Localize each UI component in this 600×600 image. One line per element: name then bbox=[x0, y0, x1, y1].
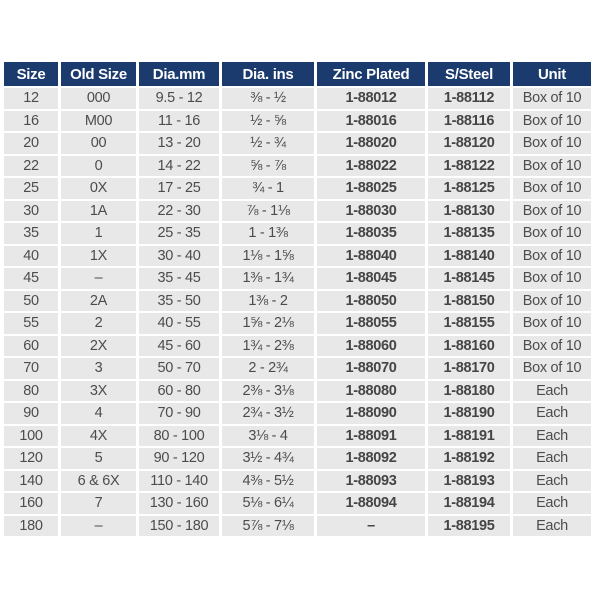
cell-size: 55 bbox=[4, 313, 58, 334]
column-header-size: Size bbox=[4, 62, 58, 86]
cell-s_steel: 1-88170 bbox=[428, 358, 510, 379]
cell-old_size: M00 bbox=[61, 111, 136, 132]
cell-old_size: 3X bbox=[61, 381, 136, 402]
cell-s_steel: 1-88112 bbox=[428, 88, 510, 109]
cell-old_size: 1X bbox=[61, 246, 136, 267]
table-row bbox=[4, 381, 591, 402]
cell-unit: Each bbox=[513, 381, 591, 402]
cell-old_size: 0X bbox=[61, 178, 136, 199]
cell-size: 30 bbox=[4, 201, 58, 222]
cell-old_size: 7 bbox=[61, 493, 136, 514]
cell-old_size: 3 bbox=[61, 358, 136, 379]
table-row bbox=[4, 516, 591, 537]
cell-zinc_plated: 1-88050 bbox=[317, 291, 425, 312]
cell-dia_ins: 3⅛ - 4 bbox=[222, 426, 314, 447]
cell-old_size: 5 bbox=[61, 448, 136, 469]
column-header-s_steel: S/Steel bbox=[428, 62, 510, 86]
cell-zinc_plated: 1-88091 bbox=[317, 426, 425, 447]
cell-unit: Each bbox=[513, 426, 591, 447]
cell-dia_mm: 35 - 50 bbox=[139, 291, 219, 312]
table-row bbox=[4, 313, 591, 334]
cell-zinc_plated: 1-88092 bbox=[317, 448, 425, 469]
cell-s_steel: 1-88180 bbox=[428, 381, 510, 402]
cell-old_size: 4X bbox=[61, 426, 136, 447]
cell-dia_mm: 35 - 45 bbox=[139, 268, 219, 289]
cell-old_size: 000 bbox=[61, 88, 136, 109]
table-row bbox=[4, 336, 591, 357]
cell-zinc_plated: 1-88055 bbox=[317, 313, 425, 334]
cell-dia_mm: 150 - 180 bbox=[139, 516, 219, 537]
cell-unit: Each bbox=[513, 403, 591, 424]
cell-dia_ins: 1¾ - 2⅜ bbox=[222, 336, 314, 357]
cell-size: 90 bbox=[4, 403, 58, 424]
cell-old_size: – bbox=[61, 268, 136, 289]
cell-zinc_plated: 1-88020 bbox=[317, 133, 425, 154]
cell-dia_mm: 13 - 20 bbox=[139, 133, 219, 154]
cell-s_steel: 1-88116 bbox=[428, 111, 510, 132]
table-row bbox=[4, 426, 591, 447]
cell-zinc_plated: 1-88045 bbox=[317, 268, 425, 289]
cell-unit: Box of 10 bbox=[513, 358, 591, 379]
table-row bbox=[4, 178, 591, 199]
cell-dia_mm: 110 - 140 bbox=[139, 471, 219, 492]
cell-size: 40 bbox=[4, 246, 58, 267]
cell-size: 70 bbox=[4, 358, 58, 379]
cell-dia_mm: 30 - 40 bbox=[139, 246, 219, 267]
cell-old_size: 2A bbox=[61, 291, 136, 312]
cell-zinc_plated: 1-88035 bbox=[317, 223, 425, 244]
cell-dia_mm: 22 - 30 bbox=[139, 201, 219, 222]
cell-unit: Box of 10 bbox=[513, 88, 591, 109]
cell-zinc_plated: 1-88016 bbox=[317, 111, 425, 132]
cell-dia_mm: 130 - 160 bbox=[139, 493, 219, 514]
cell-dia_mm: 70 - 90 bbox=[139, 403, 219, 424]
table-row bbox=[4, 493, 591, 514]
cell-zinc_plated: 1-88070 bbox=[317, 358, 425, 379]
cell-s_steel: 1-88120 bbox=[428, 133, 510, 154]
cell-s_steel: 1-88193 bbox=[428, 471, 510, 492]
cell-unit: Box of 10 bbox=[513, 313, 591, 334]
cell-unit: Box of 10 bbox=[513, 291, 591, 312]
cell-zinc_plated: 1-88094 bbox=[317, 493, 425, 514]
cell-size: 80 bbox=[4, 381, 58, 402]
table-body bbox=[4, 88, 591, 536]
cell-size: 120 bbox=[4, 448, 58, 469]
cell-unit: Each bbox=[513, 471, 591, 492]
cell-old_size: – bbox=[61, 516, 136, 537]
cell-unit: Each bbox=[513, 516, 591, 537]
cell-dia_ins: 5⅛ - 6¼ bbox=[222, 493, 314, 514]
cell-s_steel: 1-88194 bbox=[428, 493, 510, 514]
column-header-zinc_plated: Zinc Plated bbox=[317, 62, 425, 86]
cell-old_size: 0 bbox=[61, 156, 136, 177]
cell-unit: Each bbox=[513, 448, 591, 469]
cell-zinc_plated: 1-88060 bbox=[317, 336, 425, 357]
cell-zinc_plated: 1-88040 bbox=[317, 246, 425, 267]
cell-s_steel: 1-88195 bbox=[428, 516, 510, 537]
cell-unit: Box of 10 bbox=[513, 178, 591, 199]
table-row bbox=[4, 268, 591, 289]
table-row bbox=[4, 403, 591, 424]
cell-s_steel: 1-88130 bbox=[428, 201, 510, 222]
cell-old_size: 2 bbox=[61, 313, 136, 334]
cell-dia_ins: ¾ - 1 bbox=[222, 178, 314, 199]
cell-s_steel: 1-88140 bbox=[428, 246, 510, 267]
table-header bbox=[4, 62, 591, 86]
cell-old_size: 6 & 6X bbox=[61, 471, 136, 492]
cell-zinc_plated: – bbox=[317, 516, 425, 537]
cell-size: 160 bbox=[4, 493, 58, 514]
cell-dia_ins: 1⅜ - 2 bbox=[222, 291, 314, 312]
cell-unit: Box of 10 bbox=[513, 133, 591, 154]
table-row bbox=[4, 358, 591, 379]
cell-size: 180 bbox=[4, 516, 58, 537]
cell-dia_mm: 45 - 60 bbox=[139, 336, 219, 357]
cell-dia_mm: 80 - 100 bbox=[139, 426, 219, 447]
table-row bbox=[4, 133, 591, 154]
hose-clip-size-table bbox=[1, 60, 594, 538]
table-row bbox=[4, 111, 591, 132]
cell-dia_ins: ½ - ¾ bbox=[222, 133, 314, 154]
cell-zinc_plated: 1-88025 bbox=[317, 178, 425, 199]
cell-dia_mm: 50 - 70 bbox=[139, 358, 219, 379]
cell-size: 35 bbox=[4, 223, 58, 244]
cell-s_steel: 1-88125 bbox=[428, 178, 510, 199]
cell-s_steel: 1-88192 bbox=[428, 448, 510, 469]
cell-s_steel: 1-88190 bbox=[428, 403, 510, 424]
cell-unit: Each bbox=[513, 493, 591, 514]
cell-unit: Box of 10 bbox=[513, 268, 591, 289]
cell-zinc_plated: 1-88090 bbox=[317, 403, 425, 424]
cell-dia_mm: 40 - 55 bbox=[139, 313, 219, 334]
column-header-dia_ins: Dia. ins bbox=[222, 62, 314, 86]
cell-dia_ins: 1⅝ - 2⅛ bbox=[222, 313, 314, 334]
cell-unit: Box of 10 bbox=[513, 336, 591, 357]
cell-old_size: 2X bbox=[61, 336, 136, 357]
cell-unit: Box of 10 bbox=[513, 156, 591, 177]
cell-dia_mm: 60 - 80 bbox=[139, 381, 219, 402]
cell-s_steel: 1-88191 bbox=[428, 426, 510, 447]
cell-unit: Box of 10 bbox=[513, 223, 591, 244]
cell-size: 140 bbox=[4, 471, 58, 492]
cell-dia_ins: 1⅛ - 1⅝ bbox=[222, 246, 314, 267]
column-header-dia_mm: Dia.mm bbox=[139, 62, 219, 86]
cell-zinc_plated: 1-88022 bbox=[317, 156, 425, 177]
header-row bbox=[4, 62, 591, 86]
cell-old_size: 4 bbox=[61, 403, 136, 424]
cell-dia_mm: 9.5 - 12 bbox=[139, 88, 219, 109]
cell-dia_ins: 4⅜ - 5½ bbox=[222, 471, 314, 492]
column-header-unit: Unit bbox=[513, 62, 591, 86]
cell-size: 25 bbox=[4, 178, 58, 199]
table-row bbox=[4, 88, 591, 109]
cell-dia_ins: ⅝ - ⅞ bbox=[222, 156, 314, 177]
cell-unit: Box of 10 bbox=[513, 111, 591, 132]
column-header-old_size: Old Size bbox=[61, 62, 136, 86]
table-row bbox=[4, 471, 591, 492]
cell-dia_ins: ½ - ⅝ bbox=[222, 111, 314, 132]
cell-zinc_plated: 1-88080 bbox=[317, 381, 425, 402]
cell-zinc_plated: 1-88012 bbox=[317, 88, 425, 109]
cell-dia_mm: 17 - 25 bbox=[139, 178, 219, 199]
cell-size: 100 bbox=[4, 426, 58, 447]
cell-s_steel: 1-88145 bbox=[428, 268, 510, 289]
cell-old_size: 00 bbox=[61, 133, 136, 154]
cell-dia_ins: 1⅜ - 1¾ bbox=[222, 268, 314, 289]
cell-dia_ins: 5⅞ - 7⅛ bbox=[222, 516, 314, 537]
cell-unit: Box of 10 bbox=[513, 246, 591, 267]
table-row bbox=[4, 156, 591, 177]
cell-dia_ins: 1 - 1⅜ bbox=[222, 223, 314, 244]
cell-dia_ins: 2⅜ - 3⅛ bbox=[222, 381, 314, 402]
cell-dia_mm: 11 - 16 bbox=[139, 111, 219, 132]
cell-dia_mm: 25 - 35 bbox=[139, 223, 219, 244]
cell-zinc_plated: 1-88093 bbox=[317, 471, 425, 492]
cell-size: 50 bbox=[4, 291, 58, 312]
cell-dia_ins: 2¾ - 3½ bbox=[222, 403, 314, 424]
cell-size: 20 bbox=[4, 133, 58, 154]
cell-dia_mm: 14 - 22 bbox=[139, 156, 219, 177]
cell-s_steel: 1-88122 bbox=[428, 156, 510, 177]
cell-dia_ins: ⅞ - 1⅛ bbox=[222, 201, 314, 222]
cell-size: 45 bbox=[4, 268, 58, 289]
table-row bbox=[4, 223, 591, 244]
cell-zinc_plated: 1-88030 bbox=[317, 201, 425, 222]
table-row bbox=[4, 291, 591, 312]
cell-dia_ins: ⅜ - ½ bbox=[222, 88, 314, 109]
cell-dia_ins: 2 - 2¾ bbox=[222, 358, 314, 379]
cell-s_steel: 1-88155 bbox=[428, 313, 510, 334]
table-row bbox=[4, 246, 591, 267]
cell-size: 16 bbox=[4, 111, 58, 132]
cell-old_size: 1A bbox=[61, 201, 136, 222]
cell-size: 12 bbox=[4, 88, 58, 109]
table-row bbox=[4, 201, 591, 222]
table-row bbox=[4, 448, 591, 469]
cell-old_size: 1 bbox=[61, 223, 136, 244]
cell-unit: Box of 10 bbox=[513, 201, 591, 222]
cell-s_steel: 1-88150 bbox=[428, 291, 510, 312]
cell-dia_ins: 3½ - 4¾ bbox=[222, 448, 314, 469]
cell-s_steel: 1-88135 bbox=[428, 223, 510, 244]
cell-size: 22 bbox=[4, 156, 58, 177]
cell-size: 60 bbox=[4, 336, 58, 357]
cell-dia_mm: 90 - 120 bbox=[139, 448, 219, 469]
cell-s_steel: 1-88160 bbox=[428, 336, 510, 357]
